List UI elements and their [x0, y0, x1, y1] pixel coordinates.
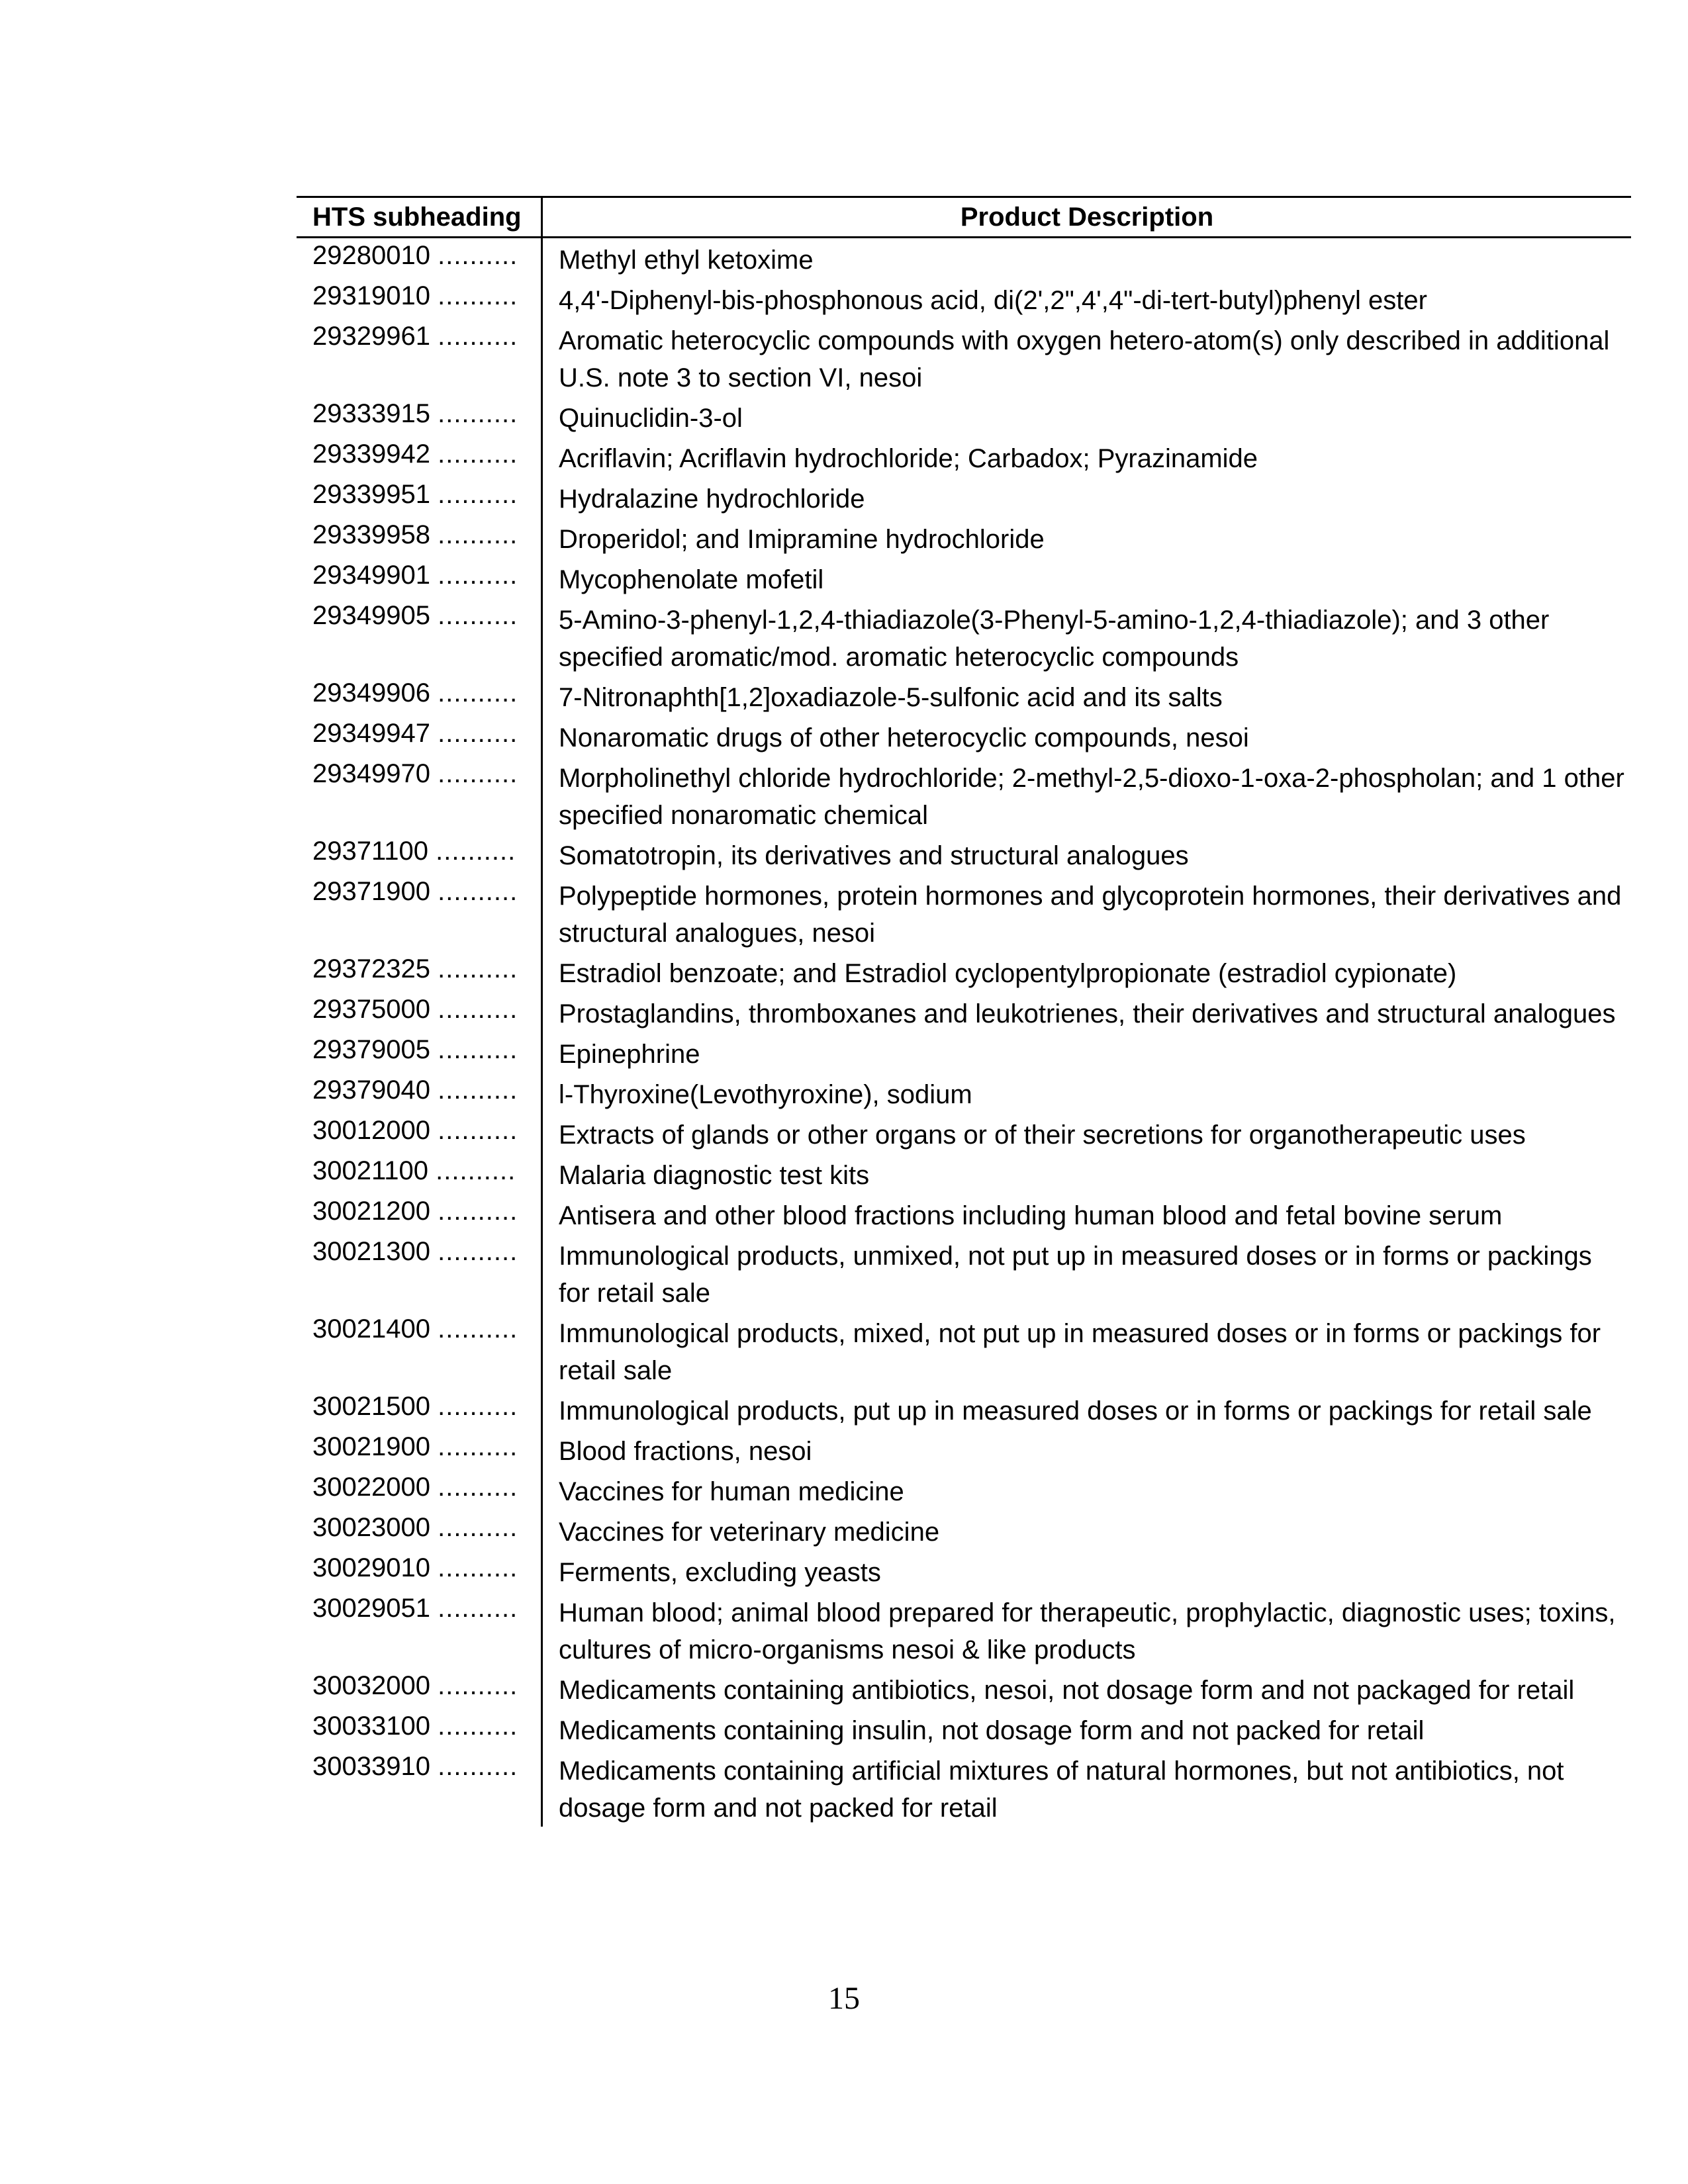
hts-code-cell: [297, 1195, 543, 1234]
hts-code-cell: [297, 1551, 543, 1591]
product-description: Morpholinethyl chloride hydrochloride; 2-methyl-2,5-dioxo-1-oxa-2-phospholan; and 1 other specified nonaromatic chemical: [559, 764, 1624, 830]
table-row: [297, 437, 1631, 477]
table-row: [297, 558, 1631, 598]
hts-code: 29333915: [312, 399, 430, 428]
hts-code: 29375000: [312, 995, 430, 1024]
hts-code-cell: [297, 239, 543, 279]
product-description: Extracts of glands or other organs or of their secretions for organotherapeutic uses: [559, 1120, 1526, 1150]
leader-dots: ..........: [436, 1156, 516, 1185]
leader-dots: ..........: [438, 1671, 518, 1700]
table-row: [297, 1749, 1631, 1827]
product-description: Estradiol benzoate; and Estradiol cyclopentylpropionate (estradiol cypionate): [559, 959, 1457, 988]
product-description: Polypeptide hormones, protein hormones and glycoprotein hormones, their derivatives and structural analogues, nesoi: [559, 882, 1622, 948]
table-row: [297, 1073, 1631, 1113]
table-row: [297, 477, 1631, 518]
hts-code: 29339951: [312, 480, 430, 509]
table-row: [297, 1591, 1631, 1668]
hts-code-cell: [297, 1511, 543, 1551]
hts-code: 30021300: [312, 1237, 430, 1266]
table-row: [297, 1470, 1631, 1510]
hts-code: 29379005: [312, 1035, 430, 1064]
hts-code-cell: [297, 993, 543, 1032]
hts-code: 30021100: [312, 1156, 428, 1185]
table-row: [297, 1430, 1631, 1470]
product-description: Aromatic heterocyclic compounds with oxygen hetero-atom(s) only described in additional U.S. note 3 to section VI, nesoi: [559, 326, 1610, 392]
hts-code-cell: [297, 1750, 543, 1827]
header-hts-subheading: HTS subheading: [297, 198, 543, 236]
leader-dots: ..........: [438, 1594, 518, 1623]
leader-dots: ..........: [438, 281, 518, 310]
product-description: Blood fractions, nesoi: [559, 1437, 812, 1466]
leader-dots: ..........: [438, 719, 518, 748]
table-row: [297, 279, 1631, 319]
product-description: 4,4'-Diphenyl-bis-phosphonous acid, di(2',2",4',4"-di-tert-butyl)phenyl ester: [559, 286, 1427, 315]
hts-code: 30029051: [312, 1594, 430, 1623]
product-description: Immunological products, unmixed, not put up in measured doses or in forms or packings for retail sale: [559, 1242, 1592, 1308]
table-row: [297, 1668, 1631, 1709]
table-row: [297, 834, 1631, 874]
hts-code: 29372325: [312, 954, 430, 983]
hts-code: 29319010: [312, 281, 430, 310]
product-description: Immunological products, put up in measured doses or in forms or packings for retail sale: [559, 1396, 1592, 1426]
product-description: Vaccines for human medicine: [559, 1477, 904, 1506]
hts-code: 30032000: [312, 1671, 430, 1700]
product-description: Human blood; animal blood prepared for therapeutic, prophylactic, diagnostic uses; toxins, cultures of micro-organisms nesoi & like products: [559, 1598, 1616, 1664]
hts-code: 29339958: [312, 520, 430, 549]
product-description: Vaccines for veterinary medicine: [559, 1518, 940, 1547]
hts-code-cell: [297, 1033, 543, 1073]
hts-code-cell: [297, 1390, 543, 1430]
hts-code: 29349901: [312, 561, 430, 590]
hts-code: 30029010: [312, 1553, 430, 1582]
hts-code: 30023000: [312, 1513, 430, 1542]
hts-code-cell: [297, 279, 543, 319]
product-description: Epinephrine: [559, 1040, 700, 1069]
hts-code-cell: [297, 478, 543, 518]
hts-code: 29379040: [312, 1075, 430, 1105]
leader-dots: ..........: [438, 520, 518, 549]
table-row: [297, 319, 1631, 396]
hts-code-cell: [297, 599, 543, 676]
leader-dots: ..........: [438, 439, 518, 469]
leader-dots: ..........: [438, 1035, 518, 1064]
leader-dots: ..........: [438, 1392, 518, 1421]
leader-dots: ..........: [438, 399, 518, 428]
hts-code-cell: [297, 1114, 543, 1154]
product-description: Nonaromatic drugs of other heterocyclic compounds, nesoi: [559, 723, 1249, 752]
hts-code: 29349947: [312, 719, 430, 748]
hts-code: 30021200: [312, 1197, 430, 1226]
leader-dots: ..........: [438, 1473, 518, 1502]
hts-code: 29371900: [312, 877, 430, 906]
table-row: [297, 396, 1631, 437]
leader-dots: ..........: [438, 1197, 518, 1226]
product-description: Acriflavin; Acriflavin hydrochloride; Carbadox; Pyrazinamide: [559, 444, 1258, 473]
table-row: [297, 992, 1631, 1032]
table-row: [297, 1032, 1631, 1073]
page-number: 15: [828, 1981, 860, 2016]
leader-dots: ..........: [438, 678, 518, 707]
table-row: [297, 1510, 1631, 1551]
product-description: Medicaments containing insulin, not dosage form and not packed for retail: [559, 1716, 1425, 1745]
hts-code: 30033910: [312, 1752, 430, 1781]
leader-dots: ..........: [438, 995, 518, 1024]
hts-code: 29339942: [312, 439, 430, 469]
hts-code-cell: [297, 835, 543, 874]
hts-code: 29329961: [312, 322, 430, 351]
product-description: Quinuclidin-3-ol: [559, 404, 743, 433]
table-row: [297, 1312, 1631, 1389]
table-row: [297, 1389, 1631, 1430]
product-description: 7-Nitronaphth[1,2]oxadiazole-5-sulfonic acid and its salts: [559, 683, 1223, 712]
hts-code-cell: [297, 1709, 543, 1749]
table-row: [297, 1234, 1631, 1312]
hts-code: 30021500: [312, 1392, 430, 1421]
table-row: [297, 874, 1631, 952]
leader-dots: ..........: [438, 601, 518, 630]
hts-code-cell: [297, 397, 543, 437]
table-row: [297, 756, 1631, 834]
leader-dots: ..........: [438, 954, 518, 983]
leader-dots: ..........: [438, 1752, 518, 1781]
hts-code-cell: [297, 757, 543, 834]
table-row: [297, 676, 1631, 716]
hts-code-cell: [297, 676, 543, 716]
leader-dots: ..........: [438, 241, 518, 270]
hts-code-cell: [297, 559, 543, 598]
table-header: [297, 196, 1631, 238]
table-body: [297, 238, 1631, 1827]
table-row: [297, 716, 1631, 756]
table-row: [297, 1551, 1631, 1591]
product-description: 5-Amino-3-phenyl-1,2,4-thiadiazole(3-Phenyl-5-amino-1,2,4-thiadiazole); and 3 other specified aromatic/mod. aromatic heterocyclic compounds: [559, 606, 1550, 672]
hts-code: 30033100: [312, 1711, 430, 1741]
hts-code: 29349905: [312, 601, 430, 630]
hts-code: 29280010: [312, 241, 430, 270]
product-description: Mycophenolate mofetil: [559, 565, 824, 594]
hts-code-cell: [297, 1073, 543, 1113]
hts-code-cell: [297, 320, 543, 396]
table-row: [297, 1113, 1631, 1154]
table-row: [297, 518, 1631, 558]
hts-code-cell: [297, 437, 543, 477]
product-description: Immunological products, mixed, not put up in measured doses or in forms or packings for retail sale: [559, 1319, 1601, 1385]
header-product-description: Product Description: [960, 202, 1214, 232]
product-description: Prostaglandins, thromboxanes and leukotrienes, their derivatives and structural analogues: [559, 999, 1616, 1028]
product-description: Malaria diagnostic test kits: [559, 1161, 870, 1190]
hts-code-cell: [297, 875, 543, 952]
hts-code: 29371100: [312, 837, 428, 866]
product-description: Somatotropin, its derivatives and structural analogues: [559, 841, 1189, 870]
hts-code: 30022000: [312, 1473, 430, 1502]
leader-dots: ..........: [438, 561, 518, 590]
leader-dots: ..........: [436, 837, 516, 866]
leader-dots: ..........: [438, 877, 518, 906]
leader-dots: ..........: [438, 1075, 518, 1105]
table-row: [297, 1709, 1631, 1749]
hts-code-cell: [297, 518, 543, 558]
hts-code: 29349970: [312, 759, 430, 788]
hts-code-cell: [297, 1430, 543, 1470]
hts-code-cell: [297, 717, 543, 756]
hts-code: 29349906: [312, 678, 430, 707]
hts-code-cell: [297, 1669, 543, 1709]
leader-dots: ..........: [438, 1432, 518, 1461]
table-row: [297, 598, 1631, 676]
leader-dots: ..........: [438, 1513, 518, 1542]
product-description: Medicaments containing artificial mixtures of natural hormones, but not antibiotics, not dosage form and not packed for retail: [559, 1756, 1564, 1823]
leader-dots: ..........: [438, 759, 518, 788]
hts-code-cell: [297, 1235, 543, 1312]
product-description: Medicaments containing antibiotics, nesoi, not dosage form and not packaged for retail: [559, 1676, 1575, 1705]
leader-dots: ..........: [438, 480, 518, 509]
hts-code-cell: [297, 1154, 543, 1194]
hts-code: 30012000: [312, 1116, 430, 1145]
hts-code-cell: [297, 1312, 543, 1389]
product-description: l-Thyroxine(Levothyroxine), sodium: [559, 1080, 972, 1109]
product-description: Ferments, excluding yeasts: [559, 1558, 881, 1587]
leader-dots: ..........: [438, 1711, 518, 1741]
leader-dots: ..........: [438, 1237, 518, 1266]
table-row: [297, 238, 1631, 279]
hts-table: [297, 196, 1631, 1827]
hts-code: 30021900: [312, 1432, 430, 1461]
leader-dots: ..........: [438, 1314, 518, 1343]
hts-code-cell: [297, 1592, 543, 1668]
leader-dots: ..........: [438, 1553, 518, 1582]
product-description: Droperidol; and Imipramine hydrochloride: [559, 525, 1045, 554]
leader-dots: ..........: [438, 322, 518, 351]
hts-code-cell: [297, 952, 543, 992]
product-description: Hydralazine hydrochloride: [559, 484, 865, 514]
hts-code-cell: [297, 1471, 543, 1510]
hts-code: 30021400: [312, 1314, 430, 1343]
leader-dots: ..........: [438, 1116, 518, 1145]
table-row: [297, 1154, 1631, 1194]
product-description: Methyl ethyl ketoxime: [559, 246, 814, 275]
table-row: [297, 952, 1631, 992]
product-description: Antisera and other blood fractions including human blood and fetal bovine serum: [559, 1201, 1503, 1230]
table-row: [297, 1194, 1631, 1234]
